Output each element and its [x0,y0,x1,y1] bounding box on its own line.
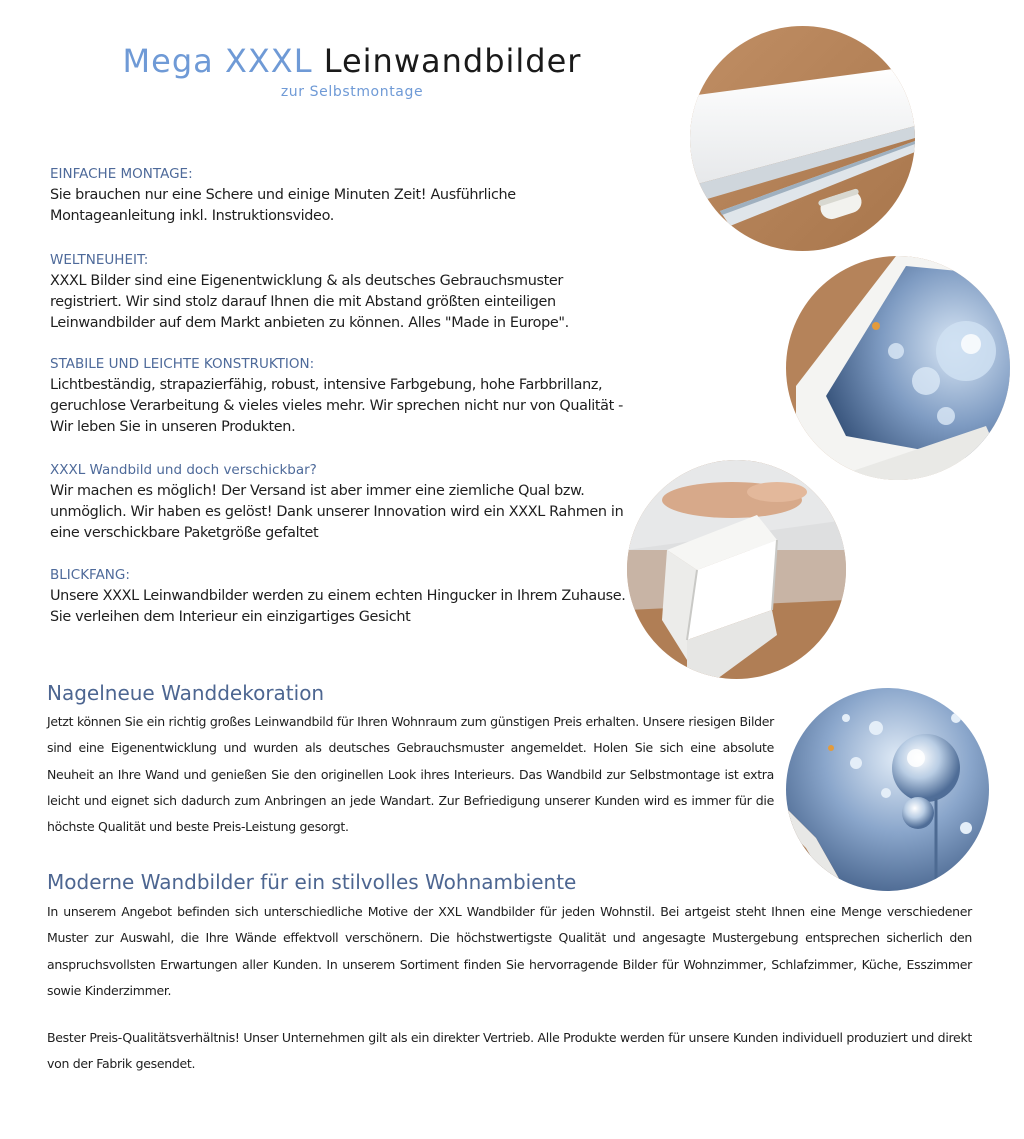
hands-folding-frame-photo [627,460,846,679]
feature-text: Wir machen es möglich! Der Versand ist aber immer eine ziemliche Qual bzw. unmöglich. Wir haben es gelöst! Dank unserer Innovation wird ein XXXL Rahmen in eine verschickbare Paketgröße gefaltet [50,483,624,541]
feature-heading: STABILE UND LEICHTE KONSTRUKTION: [50,356,315,372]
feature-text: Sie brauchen nur eine Schere und einige Minuten Zeit! Ausführliche Montageanleitung inkl. Instruktionsvideo. [50,187,516,224]
feature-verschickbar [50,460,635,544]
title-highlight: Mega XXXL [122,42,313,80]
feature-text: XXXL Bilder sind eine Eigenentwicklung & als deutsches Gebrauchsmuster registriert. Wir sind stolz darauf Ihnen die mit Abstand größten einteiligen Leinwandbilder auf dem Markt anbieten zu können. Alles "Made in Europe". [50,273,569,331]
feature-einfache-montage [50,164,635,227]
feature-heading: XXXL Wandbild und doch verschickbar? [50,462,317,478]
feature-weltneuheit [50,250,635,334]
section-heading-wanddekoration: Nagelneue Wanddekoration [47,681,325,705]
folded-canvas-corner-photo [786,256,1010,480]
feature-text: Lichtbeständig, strapazierfähig, robust, intensive Farbgebung, hohe Farbbrillanz, geruchlose Verarbeitung & vieles vieles mehr. Wir sprechen nicht nur von Qualität - Wir leben Sie in unseren Produkten. [50,377,623,435]
feature-heading: EINFACHE MONTAGE: [50,166,193,182]
feature-konstruktion [50,354,635,438]
water-drop-canvas-photo [786,688,989,891]
section-heading-wohnambiente: Moderne Wandbilder für ein stilvolles Wohnambiente [47,870,577,894]
page-title [0,42,704,80]
title-rest: Leinwandbilder [323,42,582,80]
section-paragraph: Bester Preis-Qualitätsverhältnis! Unser Unternehmen gilt als ein direkter Vertrieb. Alle Produkte werden für unsere Kunden individuell produziert und direkt von der Fabrik gesendet. [47,1030,972,1072]
feature-blickfang [50,565,635,628]
section-paragraph: In unserem Angebot befinden sich unterschiedliche Motive der XXL Wandbilder für jeden Wohnstil. Bei artgeist steht Ihnen eine Menge verschiedener Muster zur Auswahl, die Ihre Wände effektvoll verschönern. Die höchstwertigste Qualität und angesagte Mustergebung entsprechen sicherlich den anspruchsvollsten Erwartungen aller Kunden. In unserem Sortiment finden Sie hervorragende Bilder für Wohnzimmer, Schlafzimmer, Küche, Esszimmer sowie Kinderzimmer. [47,904,972,998]
page-subtitle: zur Selbstmontage [280,84,424,100]
feature-heading: WELTNEUHEIT: [50,252,149,268]
feature-text: Unsere XXXL Leinwandbilder werden zu einem echten Hingucker in Ihrem Zuhause. Sie verleihen dem Interieur ein einzigartiges Gesicht [50,588,626,625]
section-paragraph: Jetzt können Sie ein richtig großes Leinwandbild für Ihren Wohnraum zum günstigen Preis erhalten. Unsere riesigen Bilder sind eine Eigenentwicklung und wurden als deutsches Gebrauchsmuster angemeldet. Holen Sie sich eine absolute Neuheit an Ihre Wand und genießen Sie den originellen Look ihres Interieurs. Das Wandbild zur Selbstmontage ist extra leicht und eignet sich dadurch zum Anbringen an jede Wandart. Zur Befriedigung unserer Kunden wird es immer für die höchste Qualität und beste Preis-Leistung gesorgt. [47,714,774,835]
feature-heading: BLICKFANG: [50,567,130,583]
frame-profile-photo [690,26,915,251]
